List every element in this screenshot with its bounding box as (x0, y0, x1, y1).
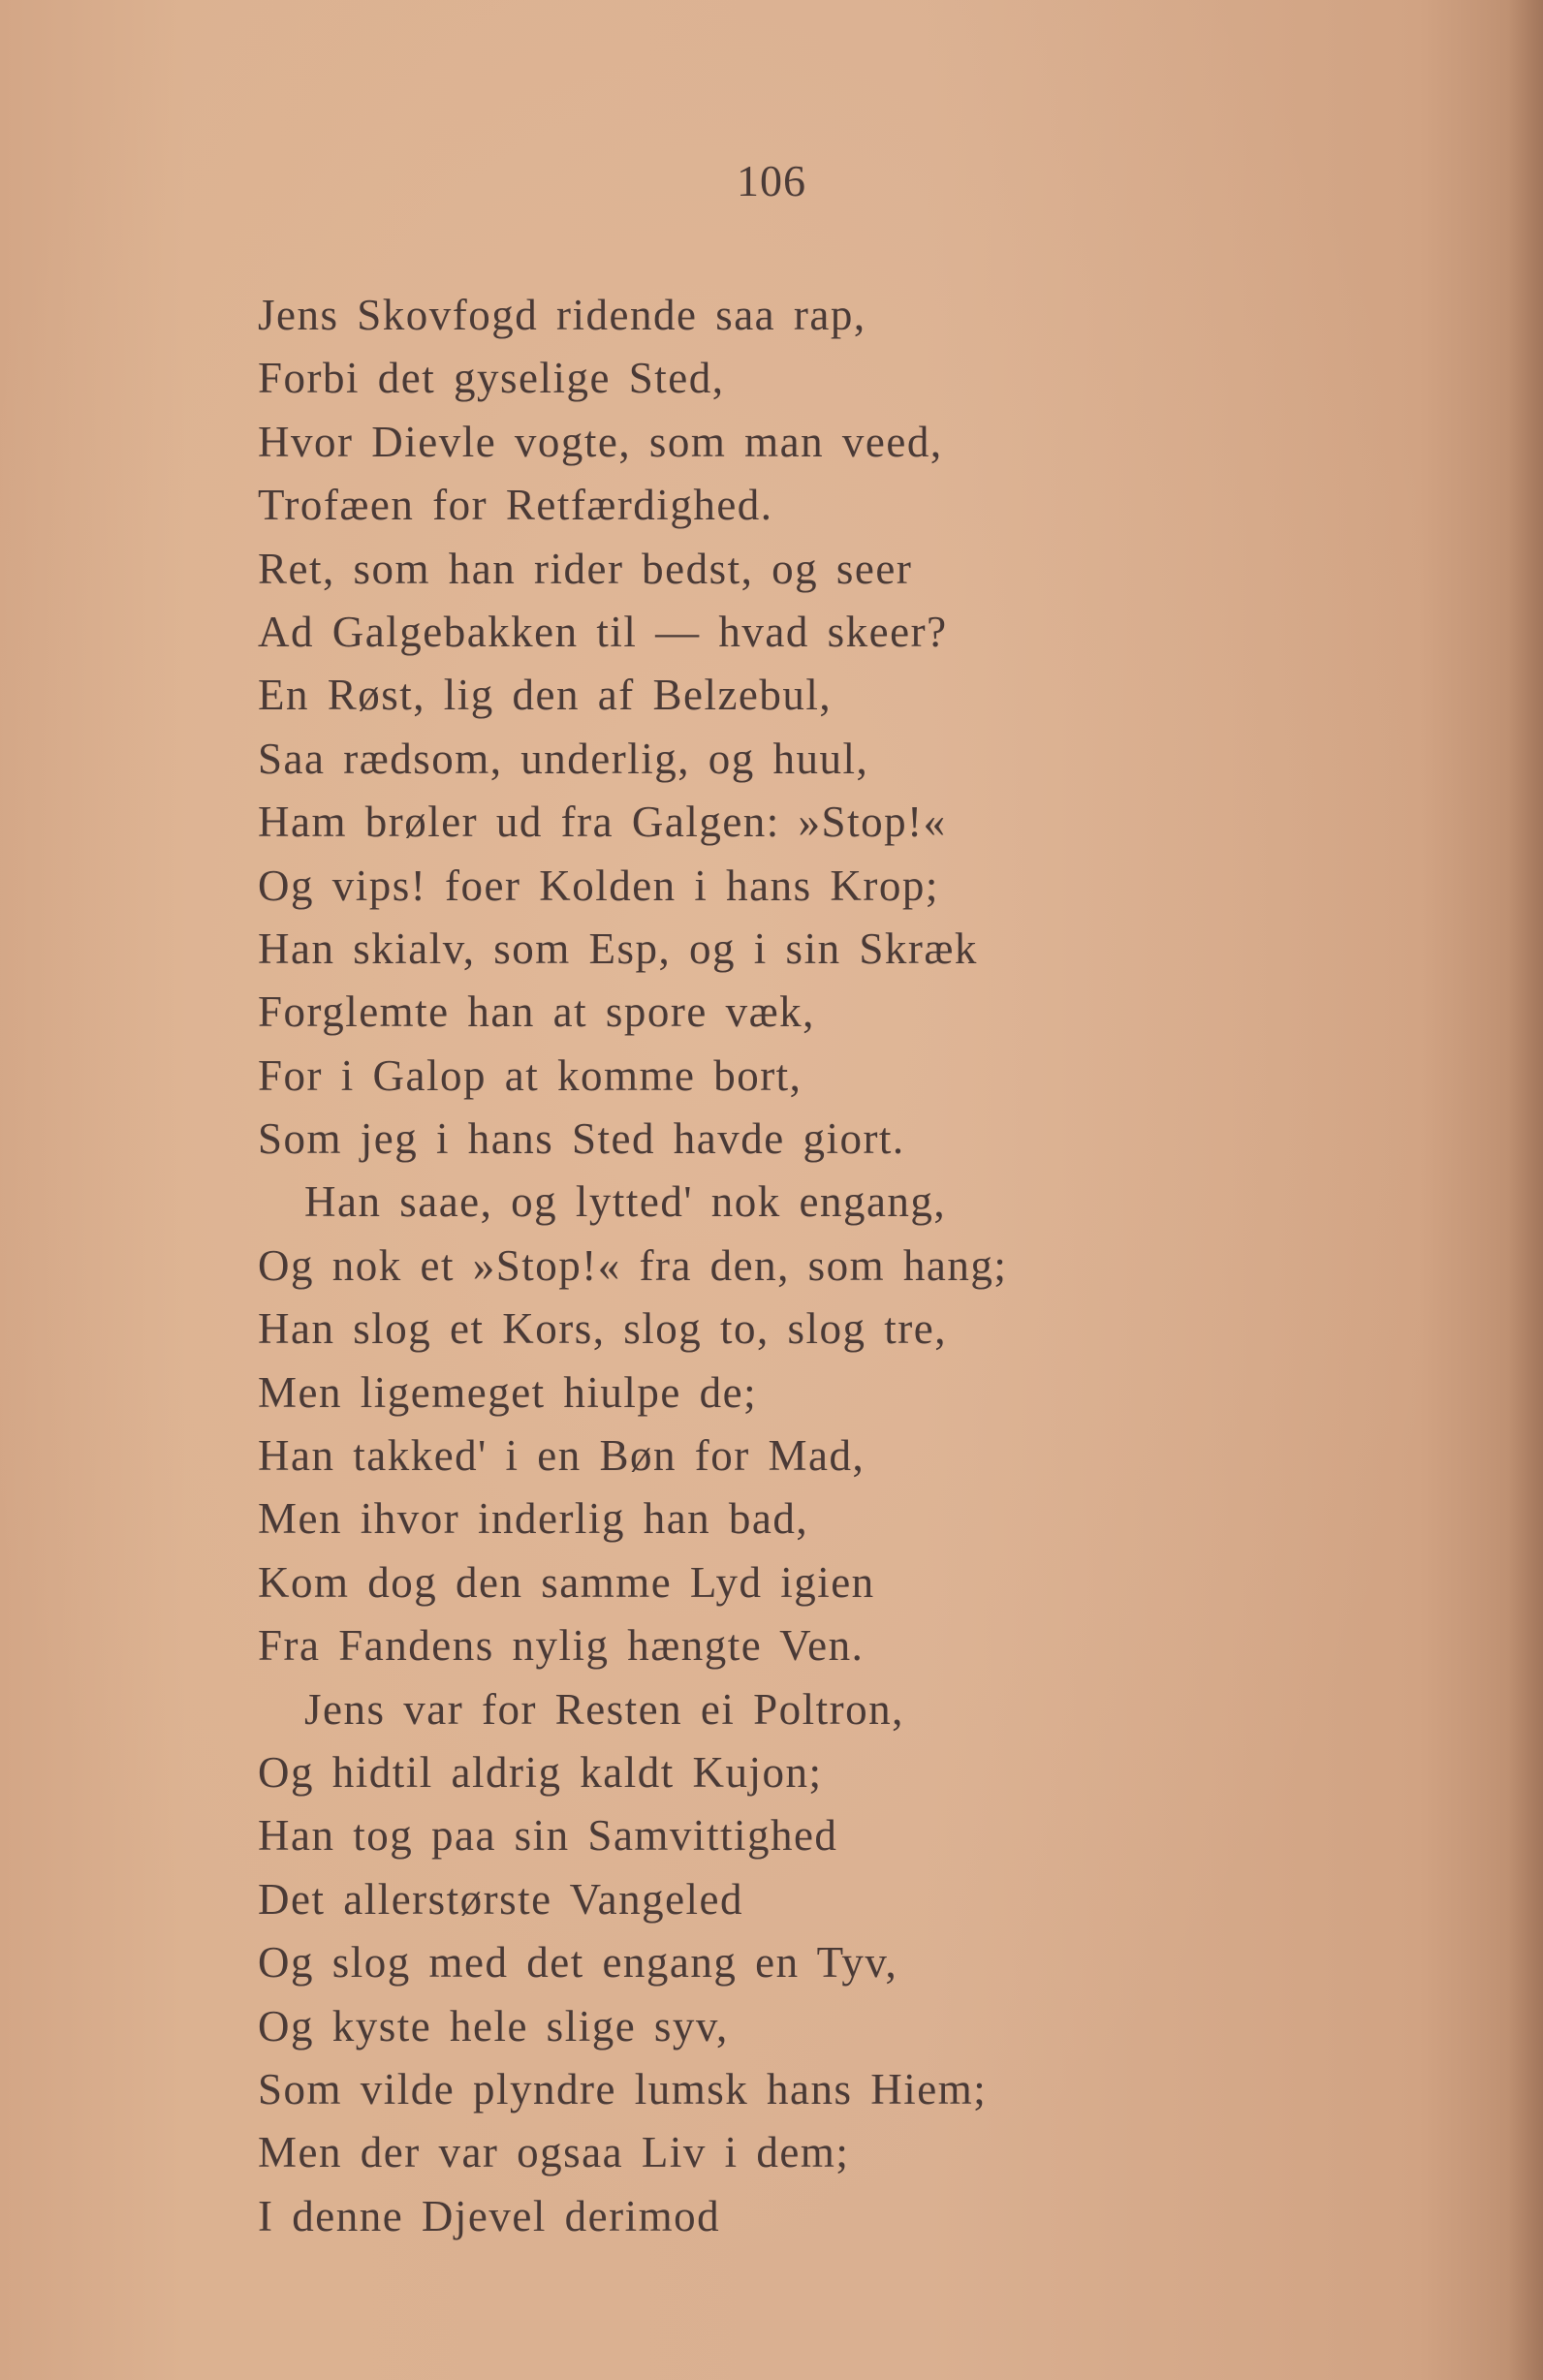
poem-line: Det allerstørste Vangeled (258, 1874, 744, 1924)
poem-line: Men der var ogsaa Liv i dem; (258, 2128, 850, 2177)
poem-line: Forbi det gyselige Sted, (258, 354, 725, 403)
poem-line: Saa rædsom, underlig, og huul, (258, 734, 869, 783)
poem-line: Kom dog den samme Lyd igien (258, 1557, 875, 1607)
poem-line: Jens var for Resten ei Poltron, (304, 1684, 904, 1734)
poem-text (258, 284, 1007, 2248)
poem-line: Han skialv, som Esp, og i sin Skræk (258, 924, 978, 973)
poem-line: Forglemte han at spore væk, (258, 987, 815, 1037)
poem-line: Han takked' i en Bøn for Mad, (258, 1431, 866, 1481)
poem-line: Hvor Dievle vogte, som man veed, (258, 417, 943, 466)
poem-line: Ad Galgebakken til — hvad skeer? (258, 607, 948, 656)
poem-line: Og hidtil aldrig kaldt Kujon; (258, 1747, 823, 1797)
poem-line: Ham brøler ud fra Galgen: »Stop!« (258, 798, 947, 847)
poem-line: For i Galop at komme bort, (258, 1050, 803, 1100)
poem-line: Jens Skovfogd ridende saa rap, (258, 291, 866, 339)
poem-line: En Røst, lig den af Belzebul, (258, 671, 833, 720)
poem-line: Og slog med det engang en Tyv, (258, 1938, 898, 1988)
page-edge-shadow (1508, 0, 1543, 2380)
poem-line: Han tog paa sin Samvittighed (258, 1811, 838, 1861)
poem-line: Han saae, og lytted' nok engang, (304, 1177, 947, 1227)
poem-line: Som vilde plyndre lumsk hans Hiem; (258, 2064, 988, 2114)
poem-line: Han slog et Kors, slog to, slog tre, (258, 1304, 947, 1354)
poem-line: Ret, som han rider bedst, og seer (258, 544, 913, 593)
poem-line: Og kyste hele slige syv, (258, 2001, 729, 2051)
poem-line: Og nok et »Stop!« fra den, som hang; (258, 1240, 1008, 1290)
poem-line: Trofæen for Retfærdighed. (258, 481, 773, 530)
poem-line: Men ligemeget hiulpe de; (258, 1367, 758, 1417)
page-number: 106 (737, 156, 806, 205)
poem-line: I denne Djevel derimod (258, 2191, 721, 2240)
poem-line: Og vips! foer Kolden i hans Krop; (258, 861, 939, 910)
poem-line: Men ihvor inderlig han bad, (258, 1494, 809, 1544)
poem-line: Fra Fandens nylig hængte Ven. (258, 1621, 865, 1671)
poem-line: Som jeg i hans Sted havde giort. (258, 1114, 905, 1164)
